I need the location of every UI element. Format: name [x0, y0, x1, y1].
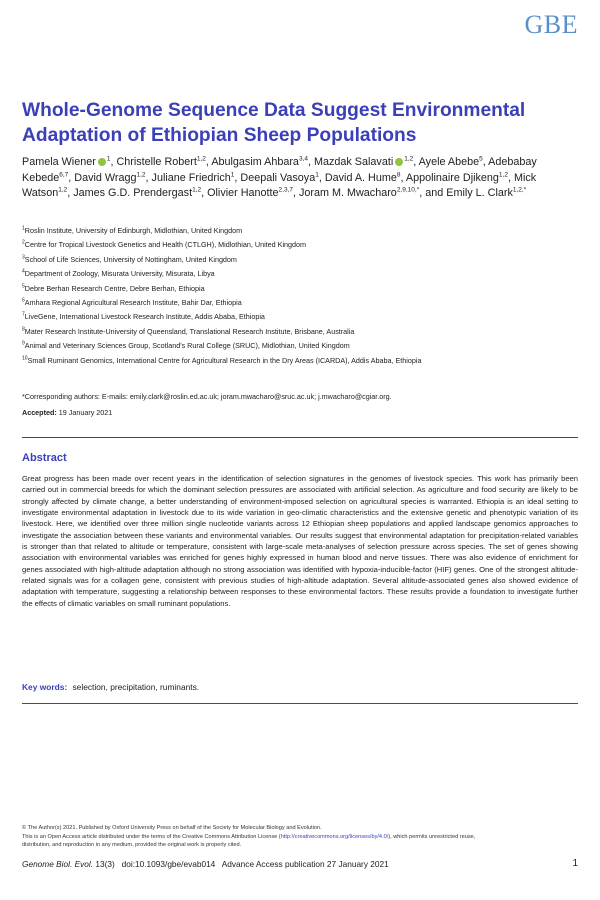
license-link[interactable]: http://creativecommons.org/licenses/by/4.0/ — [280, 833, 389, 840]
affiliation-item — [22, 267, 582, 281]
author-name: Mazdak Salavati — [314, 156, 394, 168]
orcid-icon[interactable] — [98, 158, 106, 166]
author-affiliation-marker: 8 — [396, 170, 401, 178]
author-separator: , — [482, 156, 489, 168]
copyright-line: © The Author(s) 2021. Published by Oxford University Press on behalf of the Society for Molecular Biology and Evolution. — [22, 825, 322, 831]
affiliation-text: Animal and Veterinary Sciences Group, Scotland's Rural College (SRUC), Midlothian, United Kingdom — [24, 341, 350, 351]
footer-journal: Genome Biol. Evol. — [22, 859, 94, 869]
author-name: Ayele Abebe — [418, 156, 480, 168]
author-list — [22, 155, 582, 202]
author-name: Olivier Hanotte — [207, 187, 279, 199]
author-affiliation-marker: 3,4 — [298, 155, 308, 163]
author-name: James G.D. Prendergast — [73, 187, 193, 199]
author-name: Mick Watson — [22, 171, 537, 199]
author-name: David Wragg — [74, 171, 137, 184]
affiliation-number: 7 — [22, 312, 25, 319]
author-affiliation-marker: 1,2 — [192, 186, 202, 194]
author-name: Joram M. Mwacharo — [299, 187, 397, 199]
affiliation-text: Roslin Institute, University of Edinburgh, Midlothian, United Kingdom — [24, 226, 243, 235]
author-separator: , — [400, 171, 406, 184]
license-text-post: ), which permits unrestricted reuse, — [388, 833, 476, 840]
author-name: Deepali Vasoya — [240, 171, 316, 184]
accepted-date-line — [22, 408, 582, 418]
affiliation-item — [22, 238, 582, 252]
author-affiliation-marker: 1 — [106, 155, 111, 163]
author-separator: , — [201, 187, 208, 199]
author-separator: , and — [419, 187, 447, 199]
author-name: Appolinaire Djikeng — [405, 171, 499, 184]
author-separator: , — [110, 156, 117, 168]
license-distribution-line: distribution, and reproduction in any medium, provided the original work is properly cited. — [22, 842, 242, 848]
author-affiliation-marker: 6,7 — [59, 170, 69, 178]
affiliation-number: 8 — [22, 326, 25, 333]
author-name: Christelle Robert — [116, 156, 197, 168]
author-separator: , — [205, 156, 212, 168]
author-separator: , — [68, 171, 75, 184]
affiliation-item — [22, 354, 582, 368]
author-name: Abulgasim Ahbara — [211, 156, 299, 168]
author-separator: , — [413, 156, 419, 168]
affiliation-item — [22, 310, 582, 324]
affiliation-text: Centre for Tropical Livestock Genetics and Health (CTLGH), Midlothian, United Kingdom — [24, 240, 307, 250]
page-footer — [22, 859, 578, 870]
affiliation-text: LiveGene, International Livestock Research Institute, Addis Ababa, Ethiopia — [24, 312, 265, 322]
affiliation-number: 3 — [22, 254, 25, 261]
affiliation-number: 9 — [22, 340, 25, 347]
author-name: Emily L. Clark — [446, 187, 513, 199]
author-affiliation-marker: 5 — [479, 155, 483, 163]
affiliation-item — [22, 325, 582, 339]
author-affiliation-marker: 1,2 — [58, 186, 68, 194]
keywords-value: selection, precipitation, ruminants. — [72, 682, 200, 692]
accepted-label: Accepted: — [22, 408, 57, 417]
affiliation-item — [22, 296, 582, 310]
affiliation-text: Department of Zoology, Misurata University, Misurata, Libya — [24, 269, 215, 279]
author-name: Adebabay Kebede — [22, 156, 537, 184]
author-name: David A. Hume — [324, 171, 397, 184]
author-affiliation-marker: 1,2 — [498, 170, 508, 178]
author-separator: , — [318, 171, 325, 184]
license-notice — [22, 824, 587, 850]
abstract-text: Great progress has been made over recent years in the identification of selection signatures in the genomes of livestock species. This work has primarily been carried out in commercial breeds for which the dominant selection pressures are associated with artificial selection. As agriculture and food security are likely to be strongly affected by climate change, a better understanding of environment-imposed selection on agricultural species is warranted. Ethiopia is an ideal setting to investigate environmental adaptation in livestock due to its wide variation in geo-climatic characteristics and the extensive genetic and phenotypic variation of its livestock. Here, we identified over three million single nucleotide variants across 12 Ethiopian sheep populations and applied landscape genomics approaches to investigate the association between these variants and environmental variables. Our results suggest that environmental adaptation for precipitation-related variables is stronger than that related to altitude or temperature, consistent with large-scale meta-analyses of selection pressure across species. The set of genes showing association with environmental variables was enriched for genes highly expressed in human blood and nerve tissues. There was also evidence of enrichment for genes associated with high-altitude adaptation although no strong association was identified with hypoxia-inducible-factor (HIF) genes. One of the strongest altitude-related signals was for a collagen gene, consistent with previous studies of high-altitude adaptation. Several altitude-associated genes also showed evidence of adaptation with temperature, suggesting a relationship between responses to these environmental factors. These results provide a foundation to investigate further the effects of climatic variables on small ruminant populations. — [22, 474, 578, 608]
license-text-pre: This is an Open Access article distributed under the terms of the Creative Commons Attribution License ( — [22, 833, 281, 840]
affiliation-number: 4 — [22, 268, 25, 275]
abstract-heading: Abstract — [22, 452, 67, 464]
affiliation-number: 2 — [22, 240, 25, 247]
affiliation-text: Debre Berhan Research Centre, Debre Berhan, Ethiopia — [24, 283, 205, 293]
author-separator: , — [293, 187, 300, 199]
author-name: Pamela Wiener — [22, 156, 96, 168]
journal-logo: GBE — [524, 10, 578, 39]
author-name: Juliane Friedrich — [151, 171, 231, 184]
affiliation-text: School of Life Sciences, University of Nottingham, United Kingdom — [24, 254, 237, 264]
author-affiliation-marker: 2,9,10,* — [396, 186, 420, 194]
affiliation-text: Amhara Regional Agricultural Research Institute, Bahir Dar, Ethiopia — [24, 298, 242, 308]
affiliation-item — [22, 224, 582, 238]
keywords-label: Key words: — [22, 682, 68, 692]
affiliation-number: 6 — [22, 297, 25, 304]
keywords-line — [22, 682, 578, 693]
affiliation-list — [22, 224, 582, 368]
divider-top — [22, 437, 578, 438]
author-affiliation-marker: 1,2 — [136, 170, 146, 178]
affiliation-number: 5 — [22, 283, 25, 290]
affiliation-text: Mater Research Institute-University of Queensland, Translational Research Institute, Brisbane, Australia — [24, 326, 355, 336]
affiliation-item — [22, 253, 582, 267]
author-affiliation-marker: 1 — [315, 170, 319, 178]
footer-doi[interactable]: doi:10.1093/gbe/evab014 — [121, 859, 216, 869]
article-title: Whole-Genome Sequence Data Suggest Environmental Adaptation of Ethiopian Sheep Populations — [22, 100, 526, 146]
author-separator: , — [308, 156, 314, 168]
affiliation-item — [22, 282, 582, 296]
affiliation-item — [22, 339, 582, 353]
author-separator: , — [507, 171, 514, 184]
affiliation-number: 1 — [22, 225, 25, 232]
page-number: 1 — [572, 858, 578, 869]
author-separator: , — [234, 171, 241, 184]
author-affiliation-marker: 1,2 — [404, 155, 414, 163]
footer-advance-access: Advance Access publication 27 January 2021 — [221, 859, 389, 869]
divider-bottom — [22, 703, 578, 704]
author-separator: , — [67, 187, 74, 199]
author-affiliation-marker: 1,2 — [196, 155, 206, 163]
accepted-date: 19 January 2021 — [58, 408, 113, 417]
affiliation-number: 10 — [22, 355, 28, 362]
license-line — [22, 833, 587, 842]
corresponding-authors: *Corresponding authors: E-mails: emily.clark@roslin.ed.ac.uk; joram.mwacharo@sruc.ac.uk; j.mwacharo@cgiar.org. — [22, 392, 392, 401]
author-affiliation-marker: 1 — [230, 170, 235, 178]
affiliation-text: Small Ruminant Genomics, International Centre for Agricultural Research in the Dry Areas (ICARDA), Addis Ababa, Ethiopia — [27, 355, 422, 365]
author-affiliation-marker: 2,3,7 — [278, 186, 294, 194]
footer-volume: 13(3) — [95, 859, 115, 869]
orcid-icon[interactable] — [395, 158, 403, 166]
author-separator: , — [145, 171, 152, 184]
author-affiliation-marker: 1,2,* — [512, 186, 527, 194]
